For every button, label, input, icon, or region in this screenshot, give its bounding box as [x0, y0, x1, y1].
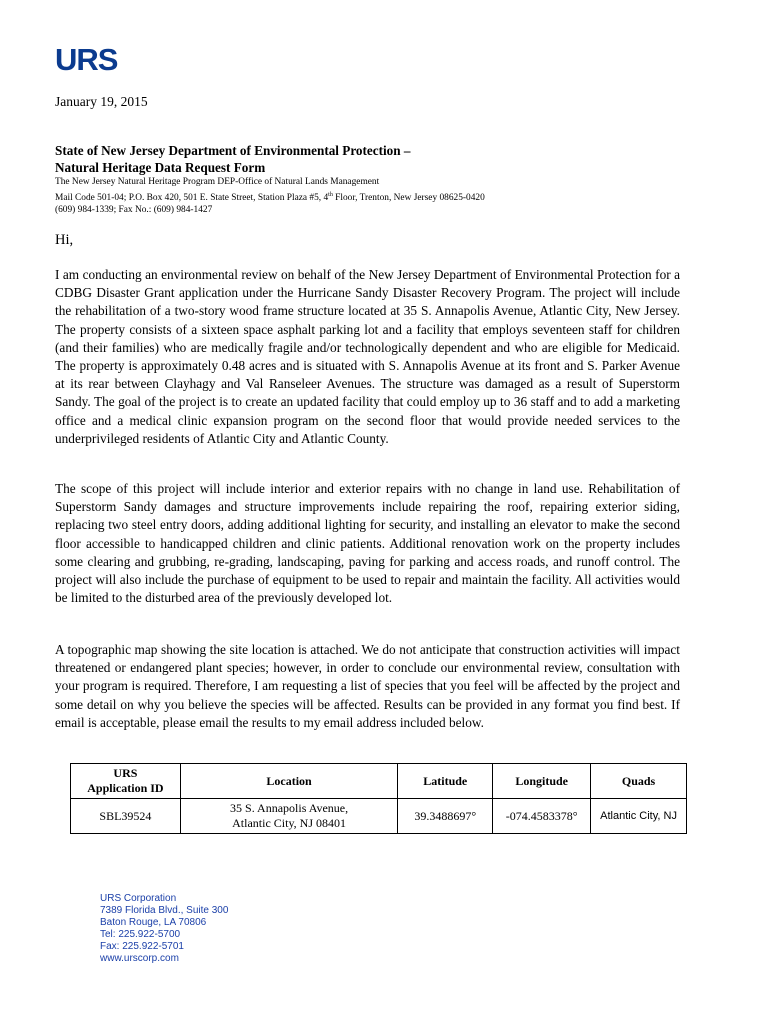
- footer-city: Baton Rouge, LA 70806: [100, 917, 207, 928]
- cell-location-line-2: Atlantic City, NJ 08401: [232, 816, 347, 830]
- cell-longitude: -074.4583378°: [493, 799, 591, 834]
- recipient-line-2-sup: th: [328, 191, 333, 198]
- header-quads: Quads: [591, 764, 687, 799]
- body-paragraph-1: I am conducting an environmental review on behalf of the New Jersey Department of Environmental Protection for a CDBG Disaster Grant application under the Hurricane Sandy Disaster Recovery Program. The project will include the rehabilitation of a two-story wood frame structure located at 35 S. Annapolis Avenue, Atlantic City, New Jersey. The property consists of a sixteen space asphalt parking lot and a facility that employs seventeen staff for children (and their families) who are medically fragile and/or technologically dependent and who are eligible for Medicaid. The property is approximately 0.48 acres and is situated with S. Annapolis Avenue at its front and S. Parker Avenue at its rear between Clayhagy and Val Ranseleer Avenues. The structure was damaged as a result of Superstorm Sandy. The goal of the project is to create an updated facility that could employ up to 36 staff and to add a marketing office and a medical clinic expansion program on the second floor that would provide needed services to the underprivileged residents of Atlantic City and Atlantic County.: [55, 267, 680, 446]
- recipient-line-2: [55, 189, 485, 205]
- letter-date: January 19, 2015: [55, 94, 148, 109]
- body-paragraph-2: The scope of this project will include interior and exterior repairs with no change in land use. Rehabilitation of Superstorm Sandy damages and structure improvements include repairing the roof, repairing exterior siding, replacing two steel entry doors, adding additional lighting for security, and installing an elevator to make the second floor accessible to handicapped children and clinic patients. Additional renovation work on the property includes some clearing and grubbing, re-grading, landscaping, paving for parking and access roads, and runoff control. The project will also include the purchase of equipment to be used to repair and maintain the facility. All activities would be limited to the disturbed area of the previously developed lot.: [55, 481, 680, 606]
- header-app-line-1: URS: [113, 766, 138, 780]
- cell-application-id: SBL39524: [71, 799, 181, 834]
- footer-tel: Tel: 225.922-5700: [100, 929, 181, 940]
- footer-company: URS Corporation: [100, 893, 177, 904]
- site-info-table: [70, 763, 687, 834]
- footer-address: [100, 893, 228, 965]
- greeting: Hi,: [55, 232, 74, 248]
- header-location: Location: [180, 764, 397, 799]
- cell-latitude: 39.3488697°: [398, 799, 493, 834]
- header-latitude: Latitude: [398, 764, 493, 799]
- letter-heading: [55, 142, 411, 176]
- cell-location: [180, 799, 397, 834]
- recipient-line-2-a: Mail Code 501-04; P.O. Box 420, 501 E. State Street, Station Plaza #5, 4: [55, 192, 329, 203]
- header-longitude: Longitude: [493, 764, 591, 799]
- footer-website-link[interactable]: www.urscorp.com: [100, 953, 179, 964]
- footer-fax: Fax: 225.922-5701: [100, 941, 184, 952]
- table-header-row: [71, 764, 687, 799]
- footer-street: 7389 Florida Blvd., Suite 300: [100, 905, 229, 916]
- body-paragraph-3: A topographic map showing the site location is attached. We do not anticipate that construction activities will impact threatened or endangered plant species; however, in order to conclude our environmental review, consultation with your program is required. Therefore, I am requesting a list of species that you feel will be affected by the project and some detail on why you believe the species will be affected. Results can be provided in any format you find best. If email is acceptable, please email the results to my email address included below.: [55, 642, 680, 730]
- header-application-id: [71, 764, 181, 799]
- recipient-line-1: The New Jersey Natural Heritage Program DEP-Office of Natural Lands Management: [55, 177, 380, 187]
- recipient-line-3: (609) 984-1339; Fax No.: (609) 984-1427: [55, 205, 213, 216]
- recipient-address: [55, 176, 485, 217]
- table-row: [71, 799, 687, 834]
- heading-line-1: State of New Jersey Department of Environmental Protection –: [55, 143, 411, 158]
- cell-quads: Atlantic City, NJ: [591, 799, 687, 834]
- urs-logo: URS: [55, 42, 118, 77]
- header-app-line-2: Application ID: [87, 781, 164, 795]
- heading-line-2: Natural Heritage Data Request Form: [55, 160, 266, 175]
- recipient-line-2-b: Floor, Trenton, New Jersey 08625-0420: [332, 192, 485, 203]
- cell-location-line-1: 35 S. Annapolis Avenue,: [230, 801, 349, 815]
